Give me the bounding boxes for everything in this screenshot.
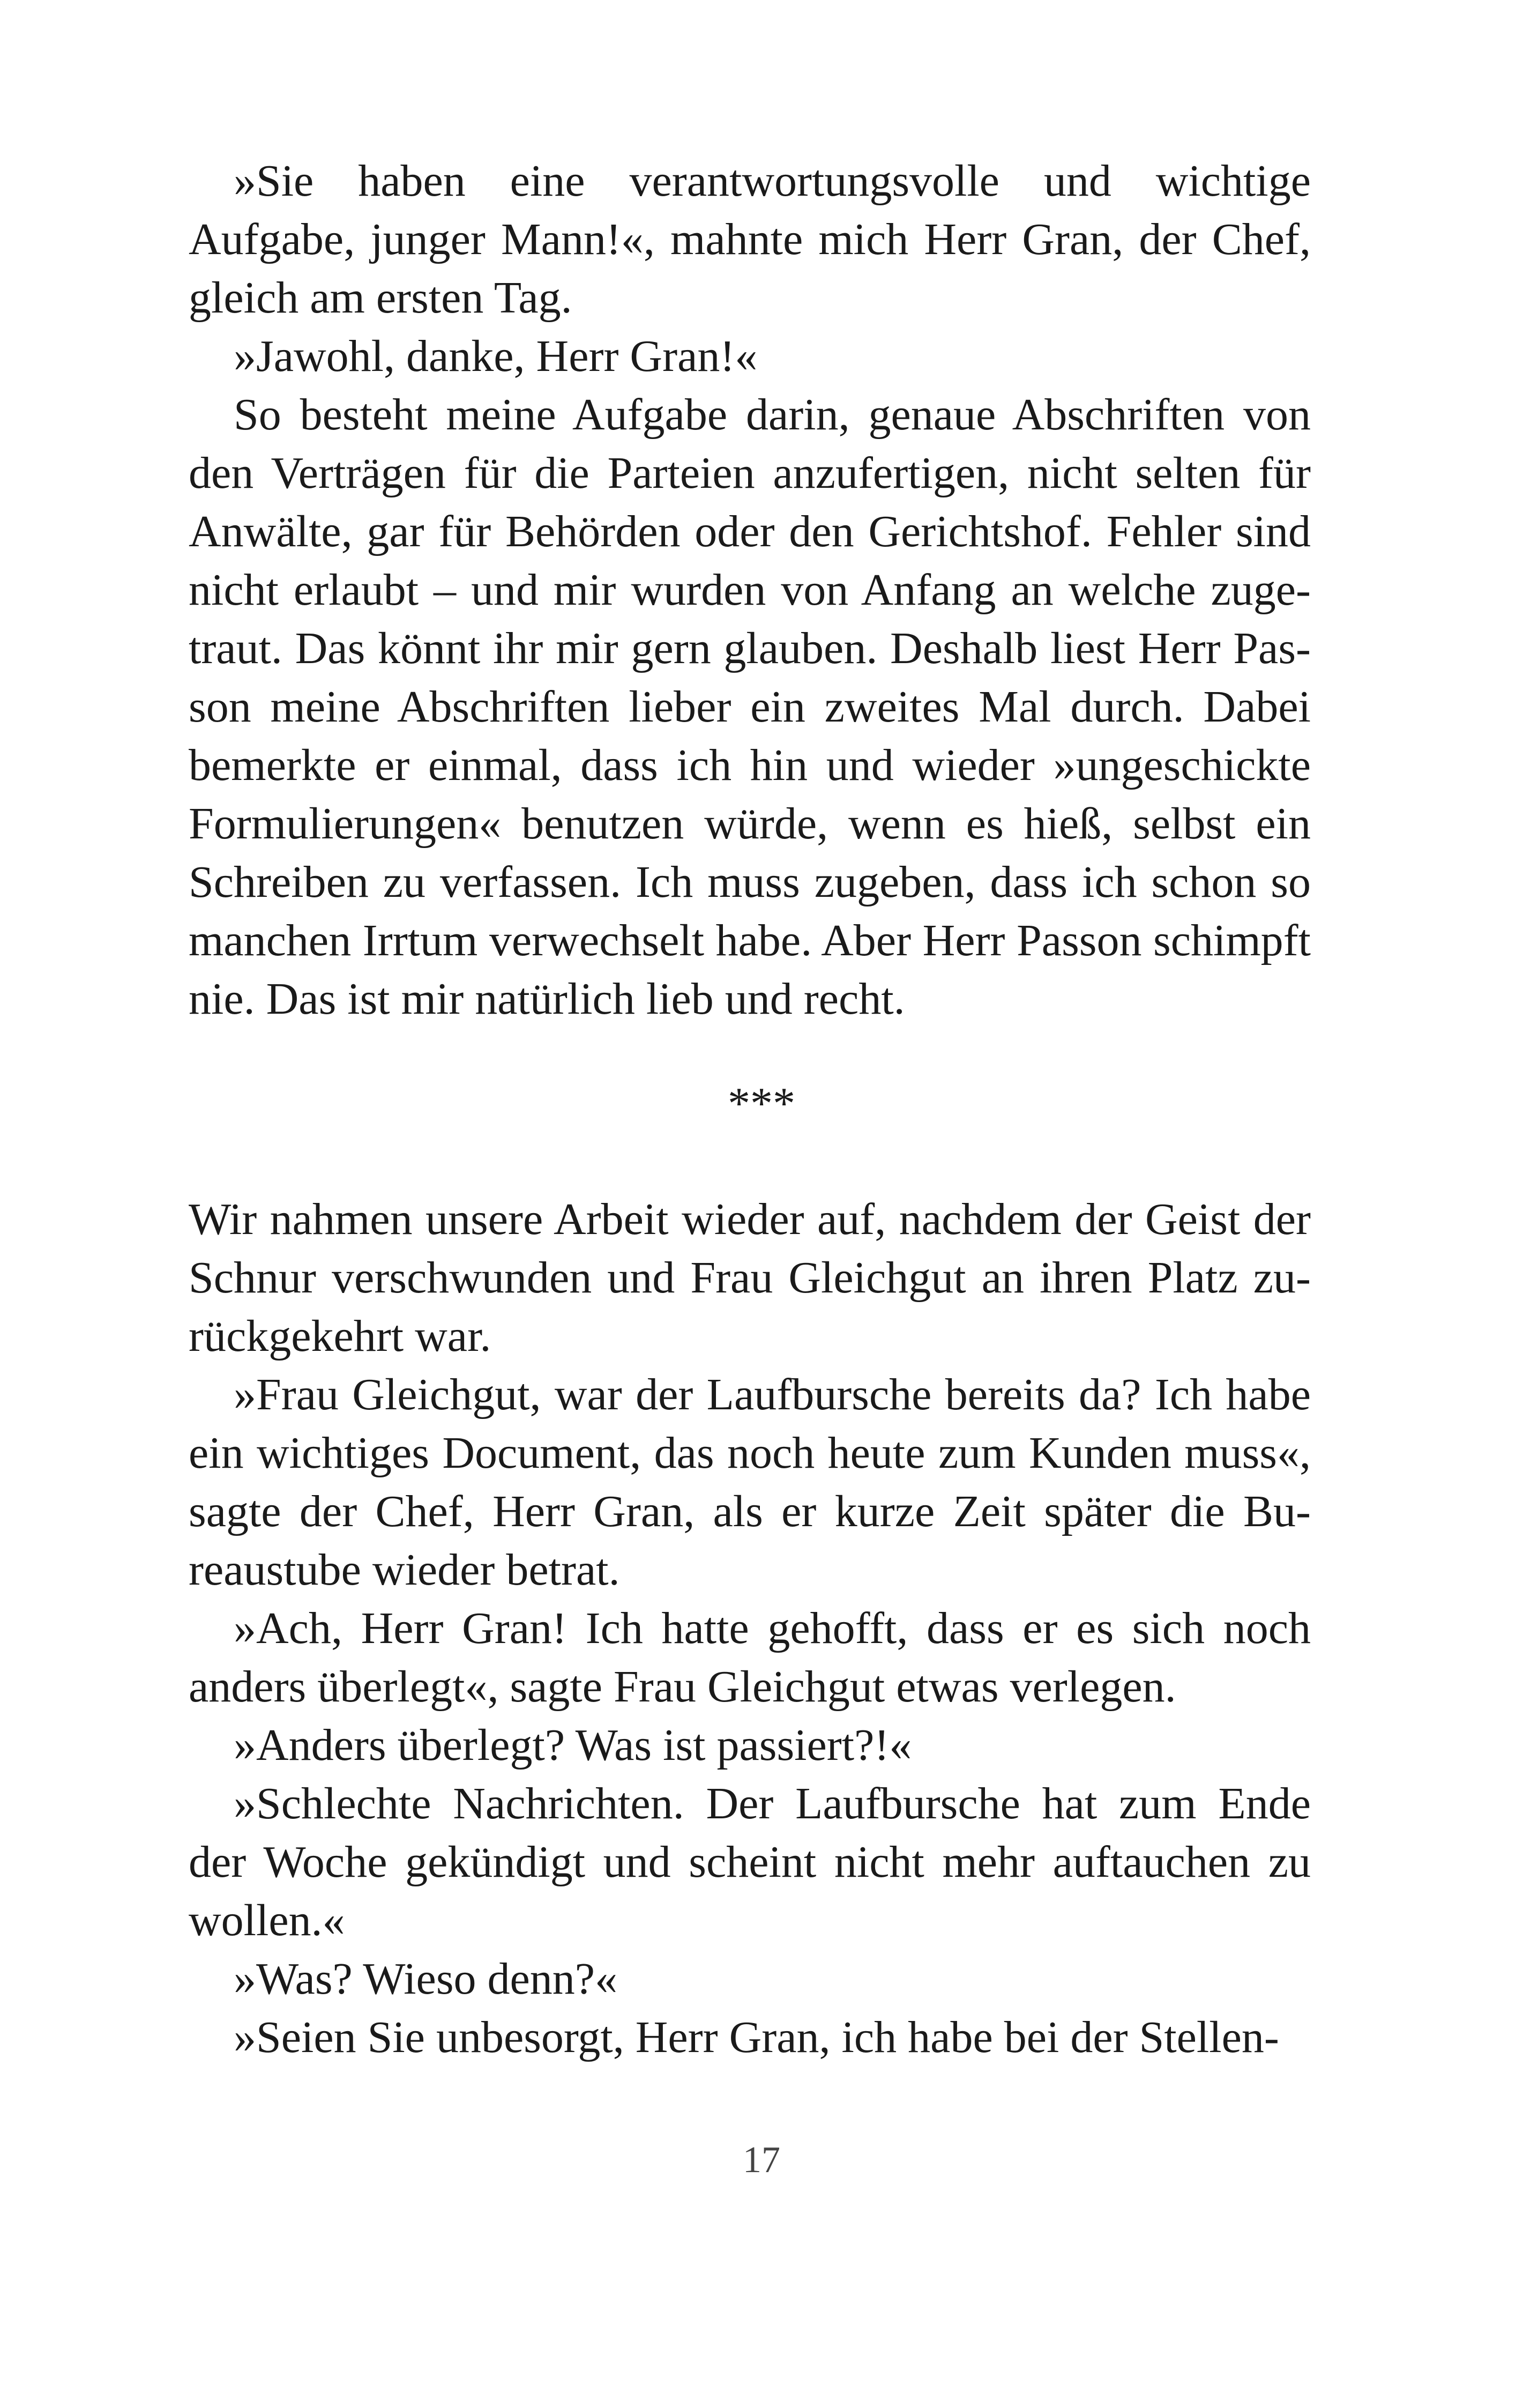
paragraph: »Schlechte Nachrichten. Der Laufbursche hat zum Ende der Woche gekündigt und scheint nicht mehr auftauchen zu wollen.« <box>189 1779 1311 1945</box>
section-one-text <box>189 152 1311 1028</box>
paragraph: Wir nahmen unsere Arbeit wieder auf, nachdem der Geist der Schnur verschwunden und Frau Gleichgut an ihren Platz zurückgekehrt war. <box>189 1194 1311 1361</box>
paragraph: »Was? Wieso denn?« <box>234 1954 618 2004</box>
paragraph: »Seien Sie unbesorgt, Herr Gran, ich habe bei der Stellen- <box>234 2012 1279 2062</box>
paragraph: »Jawohl, danke, Herr Gran!« <box>234 331 758 381</box>
paragraph: So besteht meine Aufgabe darin, genaue Abschriften von den Verträgen für die Parteien anzufertigen, nicht selten für Anwälte, gar für Behörden oder den Gerichtshof. Fehler sind nicht erlaubt – und mir wurden von Anfang an welche zugetraut. Das könnt ihr mir gern glauben. Deshalb liest Herr Passon meine Abschriften lieber ein zweites Mal durch. Dabei bemerkte er einmal, dass ich hin und wieder »ungeschickte Formulierungen« benutzen würde, wenn es hieß, selbst ein Schreiben zu verfassen. Ich muss zugeben, dass ich schon so manchen Irrtum verwechselt habe. Aber Herr Passon schimpft nie. Das ist mir natürlich lieb und recht. <box>189 390 1311 1024</box>
paragraph: »Frau Gleichgut, war der Laufbursche bereits da? Ich habe ein wichtiges Document, das noch heute zum Kunden muss«, sagte der Chef, Herr Gran, als er kurze Zeit später die Bureaustube wieder betrat. <box>189 1370 1311 1595</box>
page-number: 17 <box>743 2139 780 2181</box>
section-separator: *** <box>728 1079 795 1128</box>
paragraph: »Ach, Herr Gran! Ich hatte gehofft, dass er es sich noch anders überlegt«, sagte Frau Gleichgut etwas verlegen. <box>189 1603 1311 1712</box>
paragraph: »Anders überlegt? Was ist passiert?!« <box>234 1720 912 1770</box>
paragraph: »Sie haben eine verantwortungsvolle und wichtige Aufgabe, junger Mann!«, mahnte mich Herr Gran, der Chef, gleich am ersten Tag. <box>189 156 1311 323</box>
section-two-text <box>189 1190 1311 2067</box>
